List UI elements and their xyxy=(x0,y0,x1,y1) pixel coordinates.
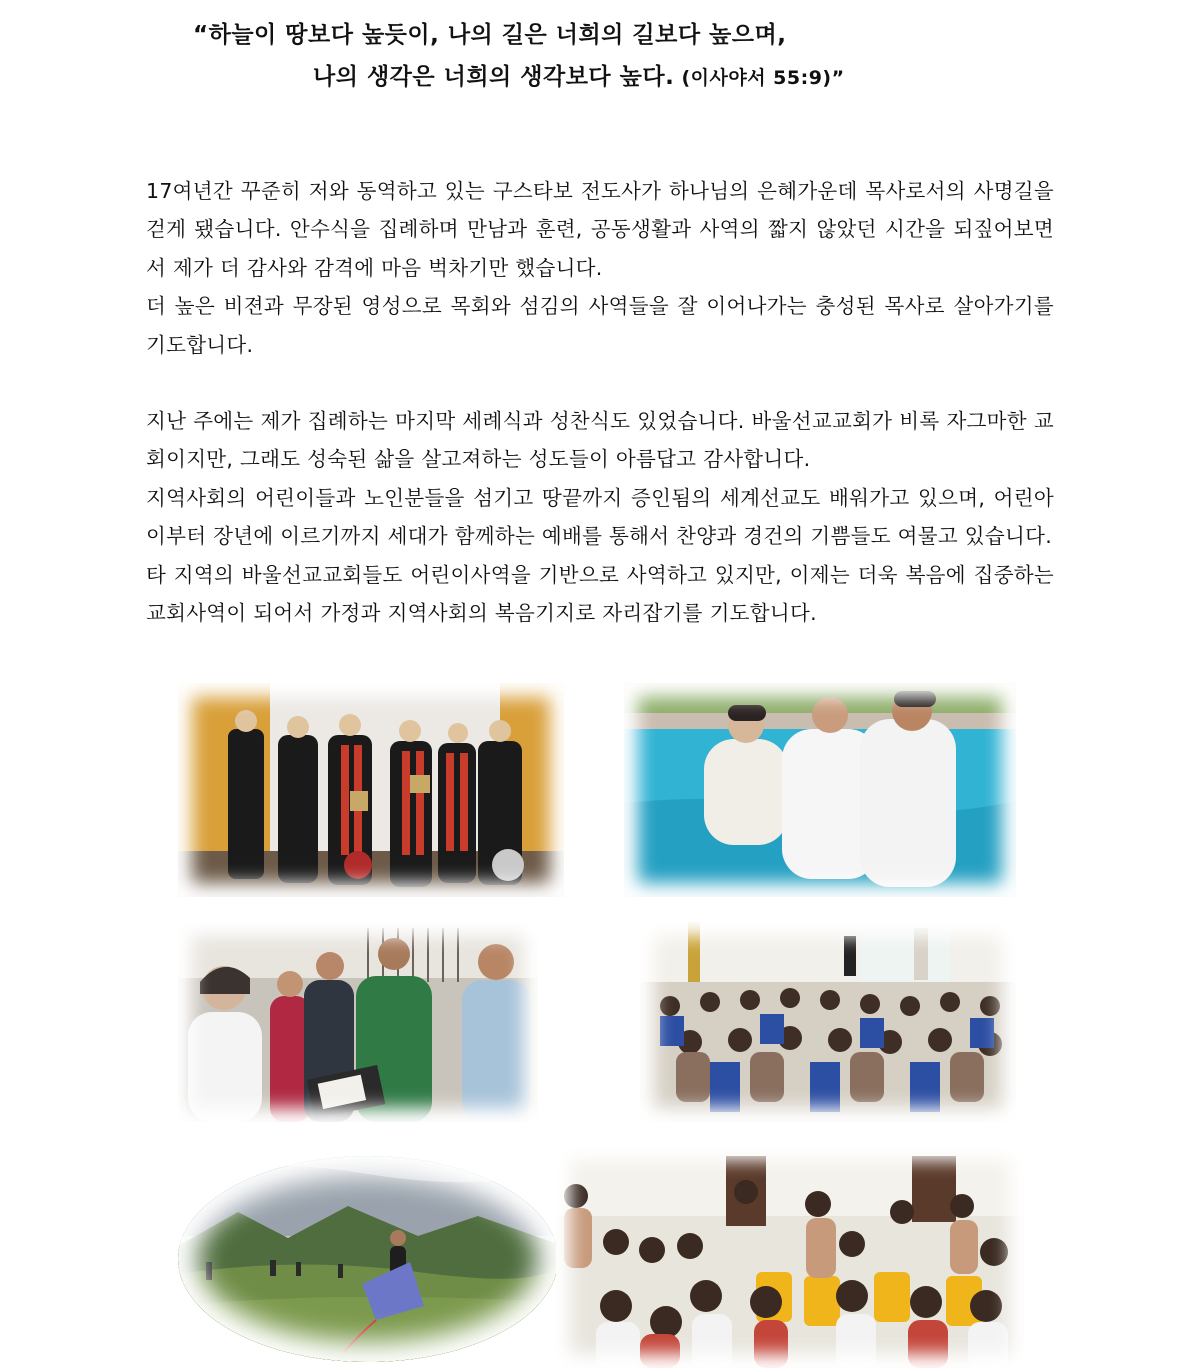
quote-reference: (이사야서 55:9)” xyxy=(674,67,845,89)
community-gathering-photo xyxy=(556,1146,1024,1368)
paragraph: 타 지역의 바울선교교회들도 어린이사역을 기반으로 사역하고 있지만, 이제는 더욱 복음에 집중하는 교회사역이 되어서 가정과 지역사회의 복음기지로 자리잡기를 기도합니다. xyxy=(146,562,1054,626)
baptism-pool-photo xyxy=(624,683,1016,897)
paragraph: 지난 주에는 제가 집례하는 마지막 세례식과 성찬식도 있었습니다. 바울선교교회가 비록 자그마한 교회이지만, 그래도 성숙된 삶을 살고져하는 성도들이 아름답고 감사합니다. xyxy=(146,409,1054,472)
ordination-paragraphs xyxy=(146,172,1054,364)
quote-line-1: “하늘이 땅보다 높듯이, 나의 길은 너희의 길보다 높으며, xyxy=(193,22,787,48)
quote-line-2 xyxy=(313,56,845,99)
worship-service-photo xyxy=(640,922,1016,1122)
paragraph: 지역사회의 어린이들과 노인분들을 섬기고 땅끝까지 증인됨의 세계선교도 배워가고 있으며, 어린아이부터 장년에 이르기까지 세대가 함께하는 예배를 통해서 찬양과 경건의 기쁨들도 여물고 있습니다. xyxy=(146,485,1054,549)
baptism-paragraphs xyxy=(146,402,1054,632)
paragraph: 더 높은 비젼과 무장된 영성으로 목회와 섬김의 사역들을 잘 이어나가는 충성된 목사로 살아가기를 기도합니다. xyxy=(146,294,1054,357)
quote-line-2-text: 나의 생각은 너희의 생각보다 높다. xyxy=(313,64,675,90)
kite-hillside-photo xyxy=(178,1156,558,1362)
paragraph: 17여년간 꾸준히 저와 동역하고 있는 구스타보 전도사가 하나님의 은혜가운데 목사로서의 사명길을 걷게 됐습니다. 안수식을 집례하며 만남과 훈련, 공동생활과 사역의 짧지 않았던 시간을 되짚어보면서 제가 더 감사와 감격에 마음 벅차기만 했습니다. xyxy=(146,179,1054,280)
congregation-prayer-photo xyxy=(178,922,538,1122)
ordination-group-photo xyxy=(178,683,564,897)
